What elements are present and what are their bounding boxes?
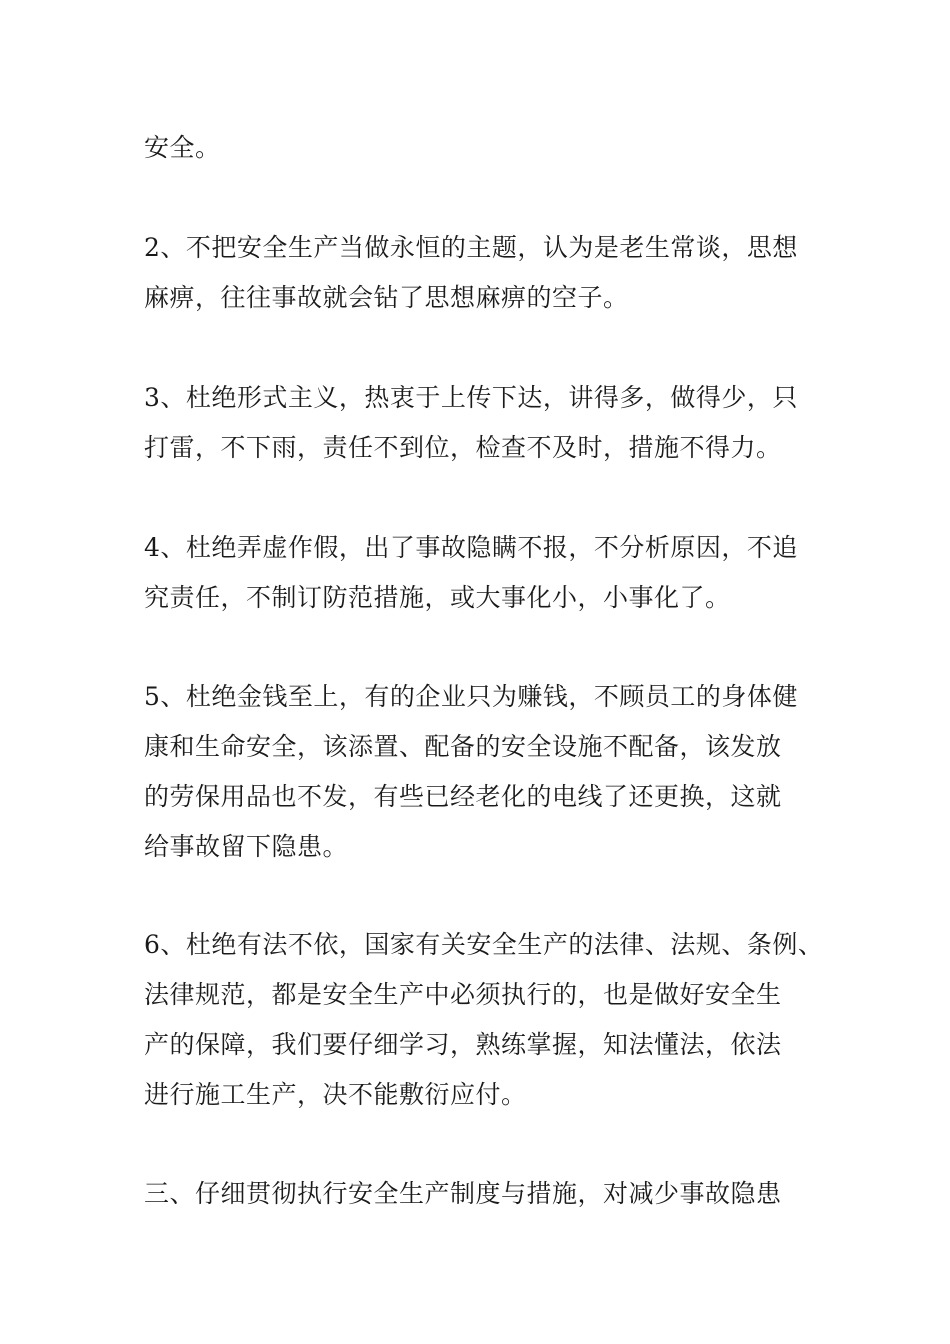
text-line: 2、不把安全生产当做永恒的主题，认为是老生常谈，思想 <box>144 233 798 262</box>
text-line: 安全。 <box>144 133 221 162</box>
text-line: 6、杜绝有法不依，国家有关安全生产的法律、法规、条例、 <box>144 930 824 959</box>
text-line: 给事故留下隐患。 <box>144 832 349 861</box>
text-line: 3、杜绝形式主义，热衷于上传下达，讲得多，做得少，只 <box>144 383 798 412</box>
text-line: 4、杜绝弄虚作假，出了事故隐瞒不报，不分析原因，不追 <box>144 533 798 562</box>
text-line: 进行施工生产，决不能敷衍应付。 <box>144 1080 527 1109</box>
text-line: 三、仔细贯彻执行安全生产制度与措施，对减少事故隐患 <box>144 1179 782 1208</box>
text-line: 究责任，不制订防范措施，或大事化小，小事化了。 <box>144 583 731 612</box>
text-line: 产的保障，我们要仔细学习，熟练掌握，知法懂法，依法 <box>144 1030 782 1059</box>
text-line: 法律规范，都是安全生产中必须执行的，也是做好安全生 <box>144 980 782 1009</box>
text-line: 5、杜绝金钱至上，有的企业只为赚钱，不顾员工的身体健 <box>144 682 798 711</box>
text-line: 打雷，不下雨，责任不到位，检查不及时，措施不得力。 <box>144 433 782 462</box>
text-line: 康和生命安全，该添置、配备的安全设施不配备，该发放 <box>144 732 782 761</box>
text-line: 的劳保用品也不发，有些已经老化的电线了还更换，这就 <box>144 782 782 811</box>
text-line: 麻痹，往往事故就会钻了思想麻痹的空子。 <box>144 283 629 312</box>
